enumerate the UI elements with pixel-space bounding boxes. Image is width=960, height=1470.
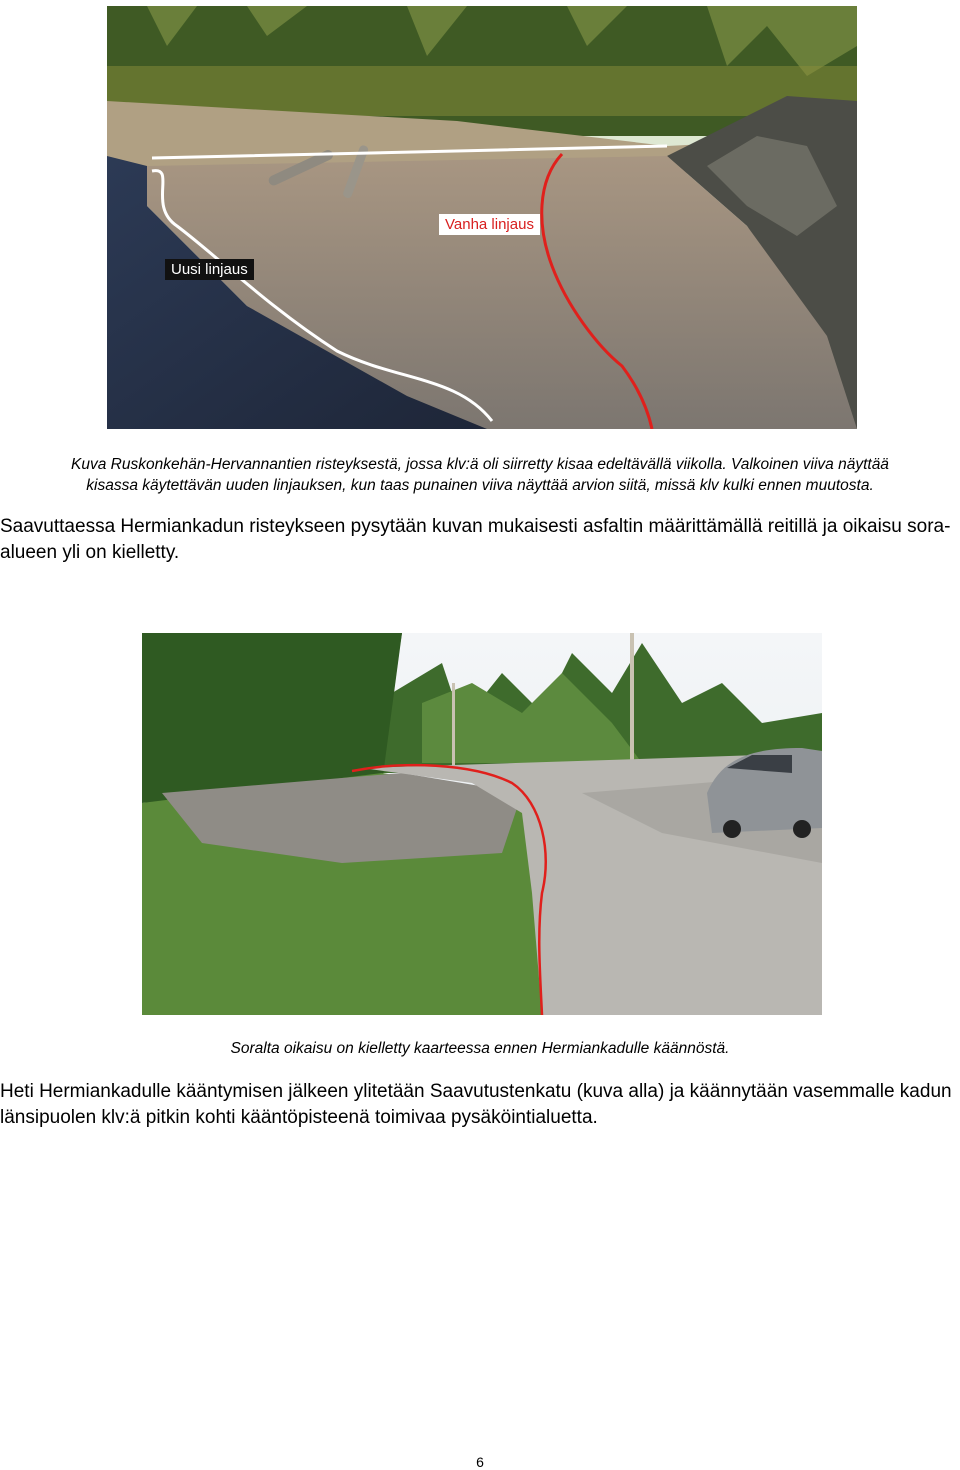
red-line-label: Vanha linjaus xyxy=(439,214,540,235)
photo-gravel-curve xyxy=(142,633,822,1015)
photo-gravel-curve-drawing xyxy=(142,633,822,1015)
paragraph-2: Heti Hermiankadulle kääntymisen jälkeen ylitetään Saavutustenkatu (kuva alla) ja käännytään vasemmalle kadun länsipuolen klv:ä pitkin kohti kääntöpisteenä toimivaa pysäköintialuetta. xyxy=(0,1081,952,1128)
figure2-caption: Soralta oikaisu on kielletty kaarteessa ennen Hermiankadulle käännöstä. xyxy=(230,1040,730,1057)
paragraph-1: Saavuttaessa Hermiankadun risteykseen pysytään kuvan mukaisesti asfaltin määrittämällä reitillä ja oikaisu sora-alueen yli on kielletty. xyxy=(0,516,951,563)
page-number: 6 xyxy=(476,1454,484,1470)
white-line-label: Uusi linjaus xyxy=(165,259,254,280)
figure1-caption-line2: kisassa käytettävän uuden linjauksen, kun taas punainen viiva näyttää arvion siitä, missä klv kulki ennen muutosta. xyxy=(86,477,874,494)
photo-intersection-lines xyxy=(107,6,857,429)
figure1-caption-line1: Kuva Ruskonkehän-Hervannantien risteyksestä, jossa klv:ä oli siirretty kisaa edeltävällä viikolla. Valkoinen viiva näyttää xyxy=(71,456,889,473)
figure1-caption xyxy=(0,454,960,496)
